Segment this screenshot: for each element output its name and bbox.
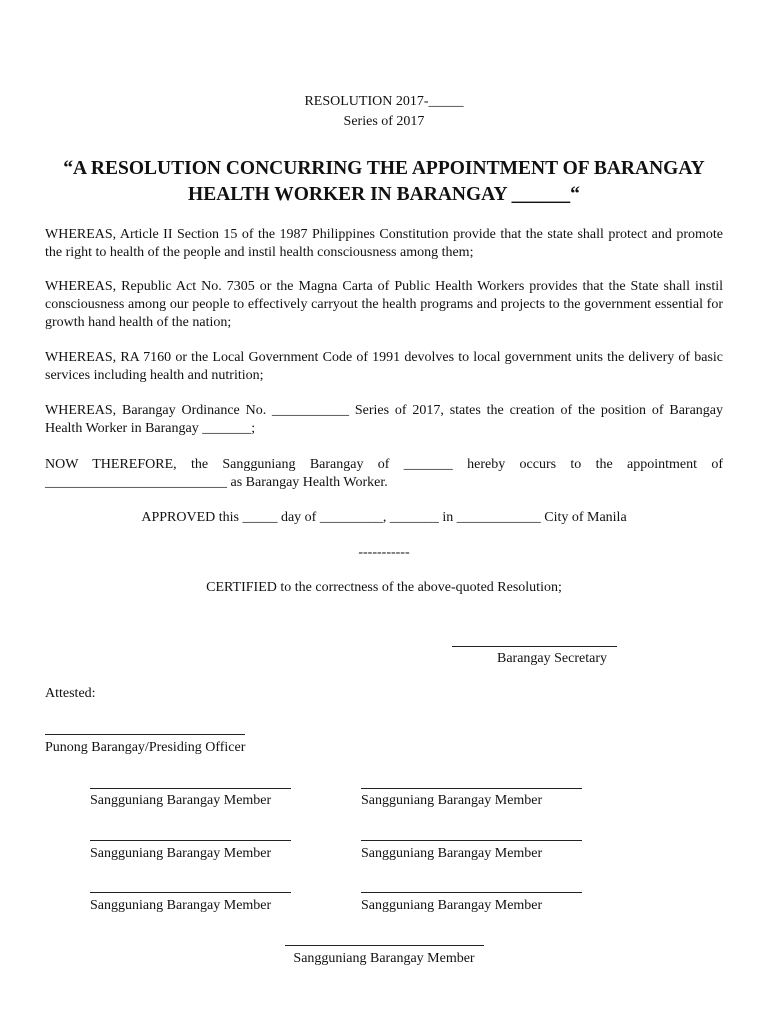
whereas-clause-1: WHEREAS, Article II Section 15 of the 1987 Philippines Constitution provide that the state shall protect and promote the right to health of the people and instil health consciousness among them; xyxy=(45,227,723,260)
member-label: Sangguniang Barangay Member xyxy=(361,846,543,861)
member-signature-line xyxy=(361,892,582,893)
member-label: Sangguniang Barangay Member xyxy=(361,793,543,808)
member-signature-line xyxy=(361,788,582,789)
secretary-signature-line xyxy=(452,646,617,647)
whereas-clause-2: WHEREAS, Republic Act No. 7305 or the Magna Carta of Public Health Workers provides that the State shall instil consciousness among our people to effectively carryout the health programs and projects to the government essential for growth hand health of the nation; xyxy=(45,279,723,330)
member-signature-line xyxy=(361,840,582,841)
separator-dashes: ----------- xyxy=(358,545,410,560)
approved-line: APPROVED this _____ day of _________, _______ in ____________ City of Manila xyxy=(141,510,627,525)
member-label: Sangguniang Barangay Member xyxy=(90,846,272,861)
member-signature-line xyxy=(90,840,291,841)
series-label: Series of 2017 xyxy=(343,114,425,129)
punong-barangay-label: Punong Barangay/Presiding Officer xyxy=(45,740,246,755)
now-therefore-clause: NOW THEREFORE, the Sangguniang Barangay of _______ hereby occurs to the appointment of __________________________ as Barangay Health Worker. xyxy=(45,457,723,490)
member-label: Sangguniang Barangay Member xyxy=(90,898,272,913)
member-label: Sangguniang Barangay Member xyxy=(293,951,475,966)
member-signature-line xyxy=(90,788,291,789)
certified-statement: CERTIFIED to the correctness of the above-quoted Resolution; xyxy=(206,580,562,595)
attested-label: Attested: xyxy=(45,686,96,701)
member-signature-line xyxy=(90,892,291,893)
punong-signature-line xyxy=(45,734,245,735)
member-label: Sangguniang Barangay Member xyxy=(361,898,543,913)
secretary-label: Barangay Secretary xyxy=(497,651,607,666)
resolution-number: RESOLUTION 2017-_____ xyxy=(304,94,464,109)
document-title-line-1: “A RESOLUTION CONCURRING THE APPOINTMENT OF BARANGAY xyxy=(63,158,705,179)
document-title-line-2: HEALTH WORKER IN BARANGAY ______“ xyxy=(188,184,580,205)
member-signature-line xyxy=(285,945,484,946)
whereas-clause-3: WHEREAS, RA 7160 or the Local Government Code of 1991 devolves to local government units the delivery of basic services including health and nutrition; xyxy=(45,350,723,383)
whereas-clause-4: WHEREAS, Barangay Ordinance No. ___________ Series of 2017, states the creation of the position of Barangay Health Worker in Barangay _______; xyxy=(45,403,723,436)
member-label: Sangguniang Barangay Member xyxy=(90,793,272,808)
